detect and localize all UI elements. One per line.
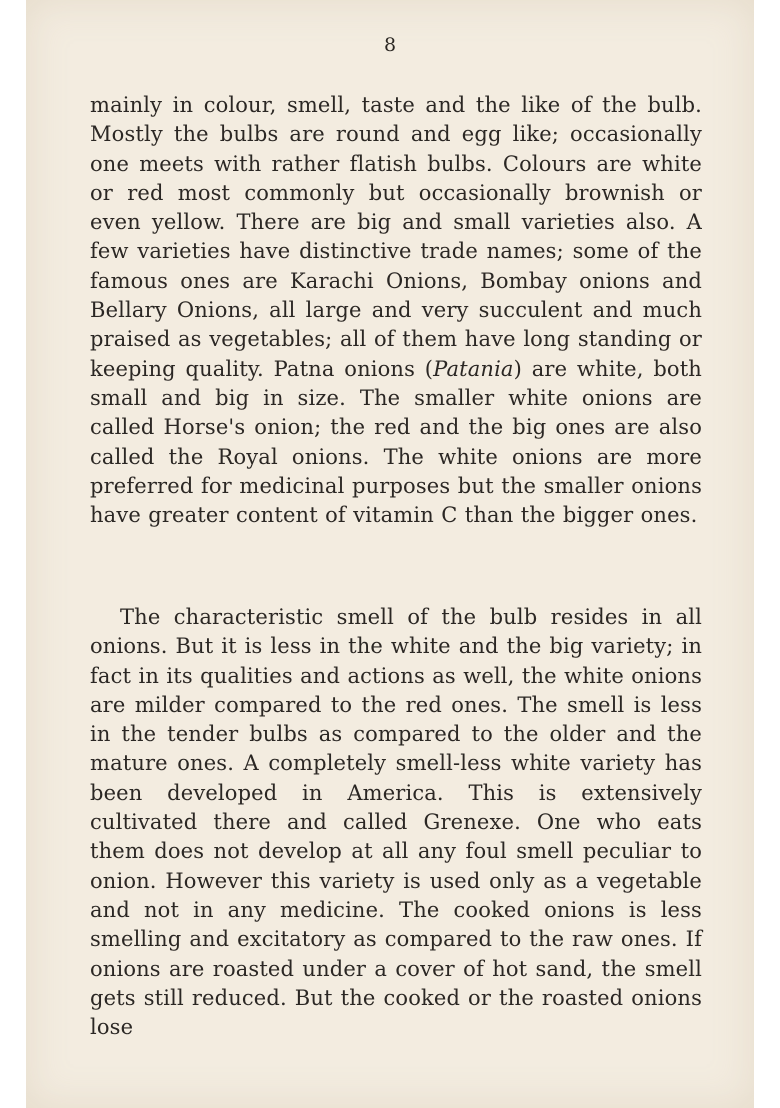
italic-term: Patania xyxy=(433,356,514,381)
page-number: 8 xyxy=(383,34,397,56)
paragraph-2: The characteristic smell of the bulb resides in all onions. But it is less in the white and the big variety; in fact in its qualities and actions as well, the white onions are milder compared to the red ones. The smell is less in the tender bulbs as compared to the older and the mature ones. A completely smell-less white variety has been developed in America. This is extensively cultivated there and called Grenexe. One who eats them does not develop at all any foul smell peculiar to onion. However this variety is used only as a vegetable and not in any medicine. The cooked onions is less smelling and excitatory as compared to the raw ones. If onions are roasted under a cover of hot sand, the smell gets still reduced. But the cooked or the roasted onions lose xyxy=(90,605,702,1040)
paragraph-1: mainly in colour, smell, taste and the like of the bulb. Mostly the bulbs are round and egg like; occasionally one meets with rather flatish bulbs. Colours are white or red most commonly but occasionally brownish or even yellow. There are big and small varieties also. A few varieties have distinctive trade names; some of the famous ones are Karachi Onions, Bombay onions and Bellary Onions, all large and very succulent and much praised as vegetables; all of them have long standing or keeping quality. Patna onions (Patania) are white, both small and big in size. The smaller white onions are called Horse's onion; the red and the big ones are also called the Royal onions. The white onions are more preferred for medicinal purposes but the smaller onions have greater content of vitamin C than the bigger ones. xyxy=(90,93,702,528)
book-page xyxy=(26,0,754,1108)
